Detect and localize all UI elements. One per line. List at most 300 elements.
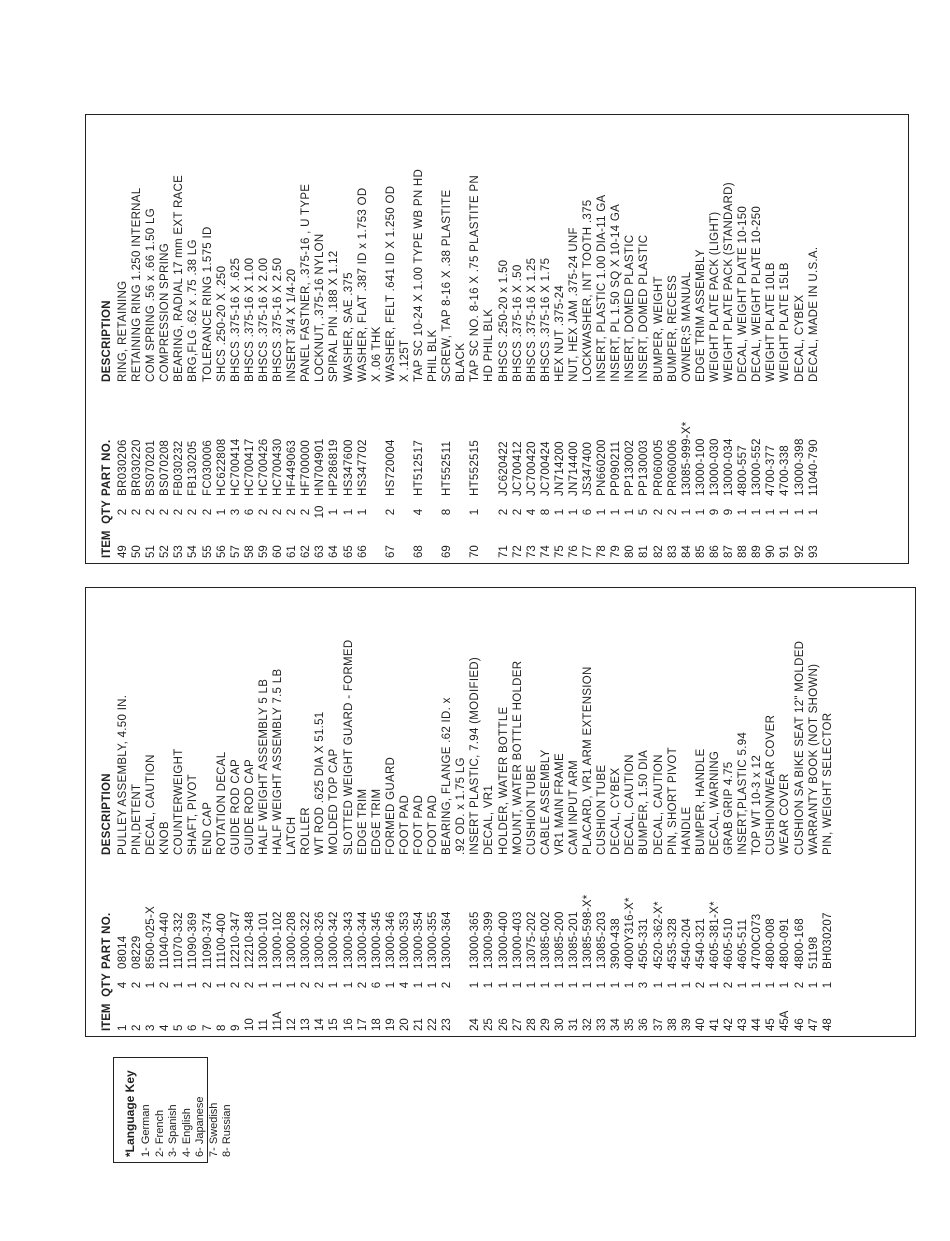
table-row (116, 599, 130, 1031)
part-number: PR060005 (652, 439, 665, 496)
item-number: 4 (159, 1024, 172, 1031)
part-number: JC700412 (511, 441, 524, 496)
quantity: 2 (201, 508, 214, 516)
description: SLOTTED WEIGHT GUARD - FORMED (342, 639, 355, 855)
table-row (581, 126, 595, 558)
item-number: 46 (793, 1018, 806, 1031)
part-number: 13085-999-X* (680, 421, 693, 496)
item-number: 34 (610, 1018, 623, 1031)
part-number: 13000-342 (328, 911, 341, 969)
header-part-no: PART NO. (101, 912, 113, 969)
quantity: 1 (497, 981, 510, 989)
item-number: 25 (483, 1018, 496, 1031)
quantity: 1 (553, 508, 566, 516)
description: PIN, WEIGHT SELECTOR (821, 712, 834, 855)
quantity: 1 (708, 981, 721, 989)
table-row (553, 126, 567, 558)
table-row (384, 599, 398, 1031)
quantity: 1 (356, 508, 369, 516)
quantity (454, 496, 468, 528)
item-number: 30 (553, 1018, 566, 1031)
item-number: 16 (342, 1018, 355, 1031)
table-row (313, 599, 327, 1031)
description: LATCH (286, 816, 299, 855)
quantity: 1 (765, 981, 778, 989)
table-row (482, 126, 496, 558)
quantity: 1 (751, 508, 764, 516)
part-number: 13085-002 (539, 911, 552, 969)
item-number: 76 (568, 545, 580, 558)
table-row (539, 599, 553, 1031)
description: SHCS .250-20 X .250 (215, 265, 228, 382)
table-row (440, 599, 454, 1031)
table-row (525, 126, 539, 558)
part-number: 4800-168 (793, 918, 806, 969)
item-number: 18 (370, 1018, 383, 1031)
item-number: 11A (272, 1011, 285, 1031)
quantity: 1 (539, 981, 552, 989)
quantity (370, 496, 384, 528)
item-number (454, 1001, 468, 1031)
table-header (92, 599, 116, 1031)
description: PLACARD, VR1 ARM EXTENSION (582, 666, 595, 855)
table-row (285, 126, 299, 558)
item-number: 15 (328, 1018, 341, 1031)
part-number: 13085-201 (568, 911, 580, 969)
table-row (807, 599, 821, 1031)
item-number: 72 (511, 545, 524, 558)
item-number: 19 (384, 1018, 397, 1031)
item-number: 2 (131, 1024, 144, 1031)
item-number: 65 (342, 545, 355, 558)
item-number: 17 (356, 1018, 369, 1031)
quantity: 1 (286, 981, 299, 989)
quantity: 2 (243, 981, 256, 989)
item-number: 9 (229, 1024, 242, 1031)
item-number: 90 (765, 545, 778, 558)
quantity: 1 (610, 508, 623, 516)
table-row (440, 126, 454, 558)
description: WASHER, SAE .375 (342, 272, 355, 382)
description: FORMED GUARD (384, 756, 397, 855)
description: PHIL BLK (427, 329, 440, 382)
part-number: 4605-381-X* (708, 901, 721, 969)
table-row (764, 126, 778, 558)
item-number: 51 (145, 545, 158, 558)
part-number: 13085-598-X* (582, 894, 595, 969)
table-row (398, 126, 412, 558)
table-row (623, 599, 637, 1031)
quantity: 1 (553, 981, 566, 989)
table-row (299, 126, 313, 558)
part-number: HS347702 (356, 439, 369, 496)
table-row (257, 599, 271, 1031)
table-row (412, 126, 426, 558)
quantity: 1 (342, 981, 355, 989)
language-key-item: 7- Swedish (207, 1102, 220, 1157)
description: TAP SC 10-24 X 1.00 TYPE WB PN HD (412, 168, 425, 382)
table-row (215, 599, 229, 1031)
description: SPIRAL PIN .188 X 1.12 (328, 250, 341, 382)
description: GUIDE ROD CAP (243, 759, 256, 855)
part-number: FB030232 (173, 440, 186, 496)
quantity: 1 (469, 508, 482, 516)
part-number: 4540-321 (694, 918, 707, 969)
part-number: JN714400 (568, 441, 580, 496)
quantity: 2 (272, 508, 285, 516)
description: FOOT PAD (398, 794, 411, 855)
part-number: 13000-208 (286, 911, 299, 969)
item-number: 10 (243, 1018, 256, 1031)
quantity: 10 (314, 505, 327, 519)
table-row (497, 126, 511, 558)
part-number: 4800-091 (779, 918, 792, 969)
table-row (666, 599, 680, 1031)
part-number: 4700-377 (765, 445, 778, 496)
item-number: 64 (328, 545, 341, 558)
part-number: PR060006 (666, 439, 679, 496)
table-row (342, 599, 356, 1031)
description: TOP WT 10-3 x 12 (751, 754, 764, 855)
table-row (172, 126, 186, 558)
table-row (708, 599, 722, 1031)
part-number: BS070201 (145, 439, 158, 496)
part-number: 13075-202 (525, 911, 538, 969)
quantity: 3 (638, 981, 651, 989)
quantity: 2 (173, 508, 186, 516)
part-number: 11040-440 (159, 912, 172, 969)
quantity: 1 (821, 981, 834, 989)
quantity: 1 (511, 981, 524, 989)
description: MOLDED TOP CAP (328, 748, 341, 855)
part-number: JC700420 (525, 441, 538, 496)
table-row (623, 126, 637, 558)
table-row (243, 599, 257, 1031)
part-number: HC700426 (257, 438, 270, 496)
quantity: 6 (370, 981, 383, 989)
item-number: 40 (694, 1018, 707, 1031)
item-number: 32 (582, 1018, 595, 1031)
description: COUNTERWEIGHT (173, 748, 186, 855)
quantity: 2 (723, 981, 736, 989)
part-number: PP130002 (624, 439, 637, 496)
table-row (356, 599, 370, 1031)
description: HOLDER, WATER BOTTLE (497, 706, 510, 855)
table-row (539, 126, 553, 558)
item-number: 43 (737, 1018, 750, 1031)
item-number: 48 (821, 1018, 834, 1031)
description: PANEL FASTNER, .375-16 , U TYPE (300, 183, 313, 382)
quantity: 2 (159, 508, 172, 516)
part-number: PP090211 (610, 440, 623, 496)
part-number: FB130205 (187, 440, 200, 496)
part-number: HT512517 (412, 439, 425, 496)
description: BHSCS .375-16 X .50 (511, 264, 524, 382)
quantity (482, 496, 496, 528)
part-number: 4800-557 (737, 445, 750, 496)
part-number: 13000-400 (497, 911, 510, 969)
item-number: 66 (356, 545, 369, 558)
quantity (426, 496, 440, 528)
table-row (116, 126, 130, 558)
description: DECAL, VR1 (483, 784, 496, 855)
table-row (454, 599, 468, 1031)
item-number: 74 (539, 545, 552, 558)
table-row (130, 599, 144, 1031)
quantity: 2 (314, 981, 327, 989)
part-number: HF700000 (300, 439, 313, 496)
description: CUSHION SA BIKE SEAT 12" MOLDED (793, 640, 806, 855)
quantity: 1 (483, 981, 496, 989)
description: PIN,DETENT (131, 783, 144, 855)
quantity: 1 (525, 981, 538, 989)
item-number: 7 (201, 1024, 214, 1031)
part-number: 4505-331 (638, 918, 651, 969)
table-row (370, 599, 384, 1031)
quantity: 4 (398, 981, 411, 989)
table-row (652, 599, 666, 1031)
item-number: 88 (737, 545, 750, 558)
table-row (285, 599, 299, 1031)
table-row (567, 126, 581, 558)
description: INSERT PLASTIC, 7.94 (MODIFIED) (469, 656, 482, 855)
item-number: 67 (384, 545, 397, 558)
part-number: 13085-200 (553, 911, 566, 969)
item-number: 49 (117, 545, 129, 558)
item-number: 45A (779, 1010, 792, 1031)
table-row (581, 599, 595, 1031)
part-number: 13000-365 (469, 911, 482, 969)
part-number: HC700414 (229, 438, 242, 496)
quantity: 3 (229, 508, 242, 516)
part-number: 11100-400 (215, 913, 228, 969)
part-number: 13000-399 (483, 911, 496, 969)
quantity: 4 (525, 508, 538, 516)
part-number: HP286819 (328, 439, 341, 496)
description: BEARING, FLANGE .62 ID. x (441, 697, 454, 855)
quantity: 8 (539, 508, 552, 516)
quantity: 9 (708, 508, 721, 516)
item-number: 14 (314, 1018, 327, 1031)
table-row (553, 599, 567, 1031)
part-number: 13000-364 (441, 911, 454, 969)
part-number: 8500-025-X (145, 905, 158, 969)
table-row (468, 599, 482, 1031)
part-number: 4535-328 (666, 918, 679, 969)
table-row (186, 599, 200, 1031)
description: RING, RETAINING (117, 280, 129, 382)
table-row (525, 599, 539, 1031)
item-number: 22 (427, 1018, 440, 1031)
part-number: 13000-552 (751, 438, 764, 496)
table-row (398, 599, 412, 1031)
table-row (144, 126, 158, 558)
item-number: 75 (553, 545, 566, 558)
quantity: 1 (568, 981, 580, 989)
description: FOOT PAD (412, 794, 425, 855)
item-number: 85 (694, 545, 707, 558)
quantity: 2 (229, 981, 242, 989)
item-number: 60 (272, 545, 285, 558)
quantity: 1 (596, 981, 609, 989)
part-number: HT552511 (441, 440, 454, 496)
quantity: 2 (511, 508, 524, 516)
quantity: 8 (441, 508, 454, 516)
item-number: 3 (145, 1024, 158, 1031)
table-row (229, 126, 243, 558)
table-row (412, 599, 426, 1031)
description: BHSCS .375-16 X 2.00 (257, 257, 270, 382)
description: WEIGHT PLATE PACK (LIGHT) (708, 211, 721, 382)
description: BUMPER, RECESS (666, 274, 679, 382)
description: END CAP (201, 801, 214, 855)
description: PIN, SHORT PIVOT (666, 747, 679, 855)
part-number (426, 382, 440, 496)
description: RETAINING RING 1.250 INTERNAL (131, 187, 144, 382)
quantity: 1 (694, 508, 707, 516)
table-row (158, 126, 172, 558)
table-row (243, 126, 257, 558)
parts-table-right-frame (85, 114, 909, 564)
item-number: 37 (652, 1018, 665, 1031)
item-number: 91 (779, 545, 792, 558)
table-row (609, 126, 623, 558)
item-number: 52 (159, 545, 172, 558)
description: BHSCS .375-16 X 2.50 (272, 257, 285, 382)
quantity: 1 (624, 508, 637, 516)
header-description: DESCRIPTION (101, 300, 113, 382)
table-row (497, 599, 511, 1031)
description: WASHER, FELT .641 ID X 1.250 OD (384, 185, 397, 382)
description: CUSHION/WEAR COVER (765, 714, 778, 855)
part-number: 13000-346 (384, 911, 397, 969)
description: DECAL, CYBEX (610, 767, 623, 855)
part-number: 4000Y316-X* (624, 897, 637, 969)
description: WASHER, FLAT .387 ID x 1.753 OD (356, 187, 369, 382)
table-row (680, 126, 694, 558)
item-number: 68 (412, 545, 425, 558)
part-number: PN660200 (596, 439, 609, 496)
quantity: 1 (751, 981, 764, 989)
part-number: HS720004 (384, 439, 397, 496)
part-number: 13000-355 (427, 911, 440, 969)
description: CUSHION TUBE (525, 764, 538, 855)
quantity: 1 (469, 981, 482, 989)
language-key-item: 3- Spanish (167, 1104, 179, 1157)
quantity: 9 (723, 508, 736, 516)
part-number: 11070-332 (173, 912, 186, 969)
item-number: 79 (610, 545, 623, 558)
quantity: 1 (328, 981, 341, 989)
part-number: HC700430 (272, 438, 285, 496)
table-row (482, 599, 496, 1031)
item-number: 36 (638, 1018, 651, 1031)
item-number: 50 (131, 545, 144, 558)
part-number: 4800-008 (765, 918, 778, 969)
quantity: 2 (131, 508, 144, 516)
quantity: 2 (793, 981, 806, 989)
item-number: 8 (215, 1024, 228, 1031)
description: ROTATION DECAL (215, 751, 228, 855)
description: BHSCS .375-16 X 1.00 (243, 257, 256, 382)
table-row (342, 126, 356, 558)
part-number: 4605-511 (737, 918, 750, 969)
part-number: JC700424 (539, 441, 552, 496)
description: TOLERANCE RING 1.575 ID (201, 226, 214, 382)
item-number: 31 (568, 1018, 580, 1031)
description: WEIGHT PLATE 15LB (779, 262, 792, 382)
item-number: 44 (751, 1018, 764, 1031)
item-number: 63 (314, 545, 327, 558)
quantity: 2 (131, 981, 144, 989)
table-row (130, 126, 144, 558)
item-number: 92 (793, 545, 806, 558)
part-number: BS070208 (159, 439, 172, 496)
part-number: FC030006 (201, 439, 214, 496)
part-number: 13000-100 (694, 438, 707, 496)
quantity: 1 (737, 981, 750, 989)
quantity: 1 (384, 981, 397, 989)
table-row (750, 599, 764, 1031)
language-key-frame (113, 1057, 233, 1163)
description: BHSCS .375-16 X .625 (229, 257, 242, 382)
language-key-item: 8- Russian (221, 1104, 233, 1157)
table-row (271, 599, 285, 1031)
header-qty: QTY (101, 500, 113, 524)
quantity: 2 (159, 981, 172, 989)
quantity: 1 (666, 981, 679, 989)
description: INSERT, PL 1.50 SQ X 10-14 GA (610, 203, 623, 382)
table-row (595, 599, 609, 1031)
header-item: ITEM (101, 1003, 113, 1031)
table-row (694, 599, 708, 1031)
part-number: HS347600 (342, 439, 355, 496)
quantity: 2 (300, 508, 313, 516)
part-number: 11040-790 (807, 439, 820, 496)
table-row (595, 126, 609, 558)
item-number: 41 (708, 1018, 721, 1031)
quantity: 1 (807, 981, 820, 989)
table-row (666, 126, 680, 558)
part-number: 4605-510 (723, 918, 736, 969)
parts-table-left (92, 599, 907, 1031)
item-number: 1 (117, 1024, 129, 1031)
item-number: 78 (596, 545, 609, 558)
table-row (708, 126, 722, 558)
item-number: 62 (300, 545, 313, 558)
description: .92 OD. x 1.75 LG (455, 757, 468, 855)
part-number (370, 382, 384, 496)
item-number: 11 (257, 1019, 270, 1031)
item-number: 57 (229, 545, 242, 558)
description: HANDLE (680, 806, 693, 855)
description: X .06 THK (370, 326, 383, 382)
part-number: 13000-326 (314, 911, 327, 969)
quantity: 1 (272, 981, 285, 989)
item-number: 35 (624, 1018, 637, 1031)
item-number: 13 (300, 1018, 313, 1031)
item-number: 86 (708, 545, 721, 558)
part-number: 11090-369 (187, 912, 200, 969)
description: SCREW, TAP 8-16 X .38 PLASTITE (441, 189, 454, 382)
quantity: 6 (582, 508, 595, 516)
part-number: 08014 (117, 935, 129, 969)
table-row (257, 126, 271, 558)
quantity: 1 (737, 508, 750, 516)
table-row (384, 126, 398, 558)
table-row (778, 126, 792, 558)
quantity: 1 (187, 981, 200, 989)
